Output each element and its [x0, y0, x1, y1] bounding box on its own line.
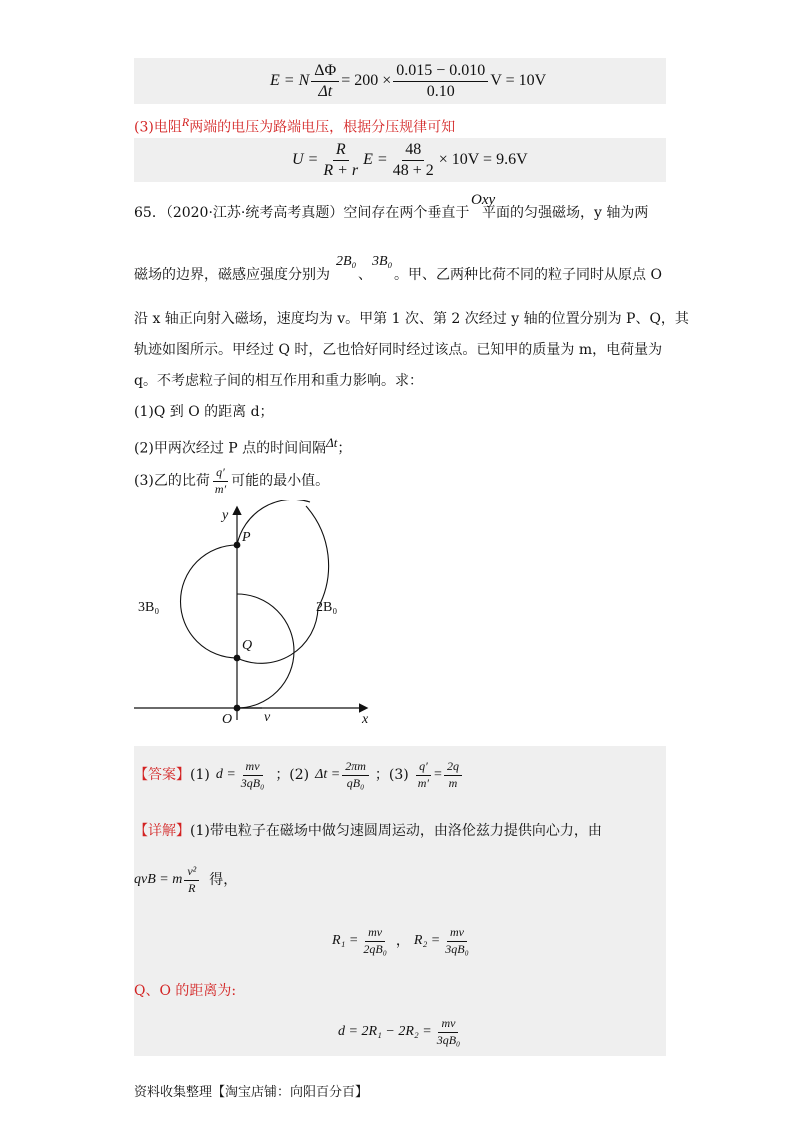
label-o: O [222, 712, 233, 727]
detail-radii-equation: R₁ = $\frac{mv}{\text{2qB₀}}$ ， R₂ = $\frac{mv}{\text{3qB₀}}$ [332, 925, 469, 956]
detail-distance-equation: d = 2R₁ − 2R₂ = $\frac{mv}{\text{3qB₀}}$ [338, 1016, 461, 1047]
field-2b0: 2B₀ [336, 254, 357, 269]
detail-lorentz-equation: qvB = m $\frac{\text{v²}}{R}$ 得， [134, 864, 238, 895]
question-line-4: 轨迹如图所示。甲经过 Q 时，乙也恰好同时经过该点。已知甲的质量为 m，电荷量为 [134, 342, 663, 358]
label-x: x [362, 712, 369, 727]
answer-line: 【答案】 (1) d = $\frac{mv}{\text{3qB₀}}$ ；(2) Δt = $\frac{2\pi m}{\text{qB₀}}$ ；(3) $\frac{q'}{m'}$ = $\frac{2q}{m}$ [134, 752, 464, 798]
page-footer: 资料收集整理【淘宝店铺：向阳百分百】 [134, 1085, 369, 1100]
label-2b0: 2B₀ [316, 600, 338, 615]
question-line-1-tail: 平面的匀强磁场，y 轴为两 [482, 205, 649, 221]
label-p: P [242, 530, 251, 545]
question-line-3: 沿 x 轴正向射入磁场，速度均为 v。甲第 1 次、第 2 次经过 y 轴的位置分别为 P、Q，其 [134, 311, 689, 327]
label-q: Q [242, 638, 253, 653]
equation-voltage: U = $\frac{R}{R + r}$ E = $\frac{48}{48 + 2}$ × 10V = 9.6V [292, 140, 528, 179]
label-y: y [222, 508, 229, 523]
eq1-rhs: V = 10V [490, 72, 547, 89]
detail-qo-distance-label: Q、O 的距离为: [134, 983, 237, 999]
label-3b0: 3B₀ [138, 600, 160, 615]
subquestion-2: (2)甲两次经过 P 点的时间间隔Δt； [134, 435, 352, 457]
equation-emf [270, 62, 546, 100]
label-v: v [264, 710, 271, 725]
field-3b0: 3B₀ [372, 254, 393, 269]
subquestion-3: (3)乙的比荷 $\frac{q'}{m'}$ 可能的最小值。 [134, 465, 330, 496]
answer-label: 【答案】 [134, 767, 190, 783]
question-line-1: 65．（2020·江苏·统考高考真题）空间存在两个垂直于 [134, 205, 470, 221]
eq1-frac1: $\frac{\Delta\Phi}{\Delta t}$ [311, 62, 339, 100]
eq1-frac2: $\frac{0.015 - 0.010}{0.10}$ [393, 62, 488, 100]
step3-text: (3)电阻R两端的电压为路端电压，根据分压规律可知 [134, 115, 456, 136]
detail-label: 【详解】 [134, 823, 190, 839]
point-p [234, 542, 241, 549]
trajectory-left-circle [181, 545, 238, 658]
question-line-5: q。不考虑粒子间的相互作用和重力影响。求： [134, 373, 423, 389]
question-line-2-tail: 。甲、乙两种比荷不同的粒子同时从原点 O [394, 267, 662, 283]
plane-label: Oxy [471, 192, 496, 208]
subquestion-1: (1)Q 到 O 的距离 d； [134, 404, 274, 420]
detail-line-1: 【详解】(1)带电粒子在磁场中做匀速圆周运动，由洛伦兹力提供向心力，由 [134, 823, 602, 839]
field-separator: 、 [358, 267, 372, 283]
question-line-2: 磁场的边界，磁感应强度分别为 [134, 267, 330, 283]
point-q [234, 655, 241, 662]
eq1-lhs: E = N [270, 72, 310, 89]
eq1-mid: = 200 × [341, 72, 392, 89]
trajectory-figure [130, 500, 390, 732]
